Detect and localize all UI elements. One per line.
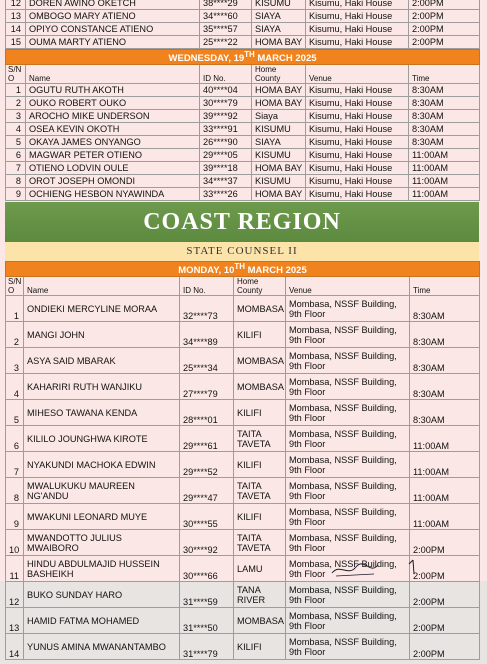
row-venue: Kisumu, Haki House [306, 162, 409, 175]
row-name: OGUTU RUTH AKOTH [26, 84, 200, 97]
row-county: HOMA BAY [252, 84, 306, 97]
row-id: 39****92 [200, 110, 252, 123]
row-time: 11:00AM [409, 162, 480, 175]
row-sn: 3 [6, 348, 24, 374]
table-row [6, 478, 480, 504]
table-row [6, 149, 480, 162]
row-county: TAITA TAVETA [234, 530, 286, 556]
row-id: 34****37 [200, 175, 252, 188]
row-id: 31****79 [180, 634, 234, 660]
table-row [6, 36, 480, 49]
table-row [6, 97, 480, 110]
coast-header-name: Name [24, 277, 180, 296]
row-sn: 7 [6, 162, 26, 175]
table-row [6, 426, 480, 452]
row-venue: Kisumu, Haki House [306, 10, 409, 23]
coast-header-county: Home County [234, 277, 286, 296]
table-row [6, 110, 480, 123]
row-venue: Kisumu, Haki House [306, 136, 409, 149]
row-name: OTIENO LODVIN OULE [26, 162, 200, 175]
row-name: AROCHO MIKE UNDERSON [26, 110, 200, 123]
row-county: KILIFI [234, 634, 286, 660]
row-time: 8:30AM [410, 322, 480, 348]
row-name: DOREN AWINO OKETCH [26, 0, 200, 10]
row-venue: Mombasa, NSSF Building, 9th Floor [286, 296, 410, 322]
row-name: HINDU ABDULMAJID HUSSEIN BASHEIKH [24, 556, 180, 582]
row-sn: 6 [6, 149, 26, 162]
row-sn: 3 [6, 110, 26, 123]
row-id: 29****52 [180, 452, 234, 478]
row-county: MOMBASA [234, 296, 286, 322]
row-id: 34****60 [200, 10, 252, 23]
row-sn: 14 [6, 23, 26, 36]
row-time: 2:00PM [409, 0, 480, 10]
row-venue: Mombasa, NSSF Building, 9th Floor [286, 452, 410, 478]
row-venue: Kisumu, Haki House [306, 0, 409, 10]
row-county: KISUMU [252, 149, 306, 162]
row-name: MIHESO TAWANA KENDA [24, 400, 180, 426]
row-sn: 5 [6, 400, 24, 426]
row-time: 8:30AM [410, 348, 480, 374]
row-name: MAGWAR PETER OTIENO [26, 149, 200, 162]
wednesday-day-label [6, 50, 480, 65]
row-sn: 8 [6, 175, 26, 188]
row-time: 8:30AM [410, 374, 480, 400]
table-row [6, 348, 480, 374]
row-sn: 10 [6, 530, 24, 556]
table-row [6, 188, 480, 201]
row-id: 25****22 [200, 36, 252, 49]
row-name: YUNUS AMINA MWANANTAMBO [24, 634, 180, 660]
row-sn: 9 [6, 188, 26, 201]
row-id: 33****26 [200, 188, 252, 201]
row-county: KISUMU [252, 0, 306, 10]
row-venue: Kisumu, Haki House [306, 84, 409, 97]
row-county: KISUMU [252, 175, 306, 188]
row-venue: Mombasa, NSSF Building, 9th Floor [286, 400, 410, 426]
table-row [6, 136, 480, 149]
row-time: 2:00PM [410, 608, 480, 634]
row-sn: 1 [6, 84, 26, 97]
row-county: TAITA TAVETA [234, 426, 286, 452]
row-id: 30****79 [200, 97, 252, 110]
row-sn: 9 [6, 504, 24, 530]
row-name: ONDIEKI MERCYLINE MORAA [24, 296, 180, 322]
row-venue: Mombasa, NSSF Building, 9th Floor [286, 608, 410, 634]
row-venue: Kisumu, Haki House [306, 175, 409, 188]
row-name: OROT JOSEPH OMONDI [26, 175, 200, 188]
top-rows-table [5, 0, 480, 49]
row-venue: Kisumu, Haki House [306, 149, 409, 162]
table-row [6, 452, 480, 478]
row-venue: Mombasa, NSSF Building, 9th Floor [286, 348, 410, 374]
table-row [6, 10, 480, 23]
row-id: 31****59 [180, 582, 234, 608]
row-venue: Kisumu, Haki House [306, 110, 409, 123]
row-county: KILIFI [234, 322, 286, 348]
header-time: Time [409, 65, 480, 84]
row-time: 11:00AM [409, 188, 480, 201]
row-venue: Mombasa, NSSF Building, 9th Floor [286, 556, 410, 582]
row-id: 39****18 [200, 162, 252, 175]
row-venue: Mombasa, NSSF Building, 9th Floor [286, 634, 410, 660]
row-venue: Mombasa, NSSF Building, 9th Floor [286, 478, 410, 504]
row-sn: 2 [6, 322, 24, 348]
row-id: 35****57 [200, 23, 252, 36]
row-county: HOMA BAY [252, 97, 306, 110]
row-venue: Mombasa, NSSF Building, 9th Floor [286, 582, 410, 608]
coast-table [5, 261, 480, 660]
row-venue: Mombasa, NSSF Building, 9th Floor [286, 426, 410, 452]
table-row [6, 400, 480, 426]
row-time: 11:00AM [410, 452, 480, 478]
counsel-title: STATE COUNSEL II [5, 242, 479, 261]
row-venue: Mombasa, NSSF Building, 9th Floor [286, 504, 410, 530]
table-row [6, 530, 480, 556]
row-id: 27****79 [180, 374, 234, 400]
row-name: OUKO ROBERT OUKO [26, 97, 200, 110]
row-name: OKAYA JAMES ONYANGO [26, 136, 200, 149]
table-row [6, 123, 480, 136]
row-time: 11:00AM [410, 478, 480, 504]
row-id: 29****47 [180, 478, 234, 504]
row-name: KAHARIRI RUTH WANJIKU [24, 374, 180, 400]
row-name: HAMID FATMA MOHAMED [24, 608, 180, 634]
row-sn: 12 [6, 0, 26, 10]
wednesday-day-text: WEDNESDAY, 19TH MARCH 2025 [168, 50, 317, 65]
row-time: 2:00PM [410, 634, 480, 660]
coast-header-sn: S/N O [6, 277, 24, 296]
row-county: MOMBASA [234, 374, 286, 400]
wednesday-table [5, 49, 480, 201]
table-row [6, 175, 480, 188]
row-county: HOMA BAY [252, 162, 306, 175]
row-venue: Kisumu, Haki House [306, 97, 409, 110]
row-id: 38****29 [200, 0, 252, 10]
row-id: 31****50 [180, 608, 234, 634]
header-venue: Venue [306, 65, 409, 84]
coast-header-venue: Venue [286, 277, 410, 296]
row-time: 11:00AM [409, 149, 480, 162]
row-time: 8:30AM [409, 136, 480, 149]
row-time: 2:00PM [409, 10, 480, 23]
table-row [6, 504, 480, 530]
row-venue: Mombasa, NSSF Building, 9th Floor [286, 530, 410, 556]
row-id: 25****34 [180, 348, 234, 374]
row-county: HOMA BAY [252, 188, 306, 201]
row-time: 8:30AM [410, 296, 480, 322]
row-name: MWAKUNI LEONARD MUYE [24, 504, 180, 530]
header-sn: S/N O [6, 65, 26, 84]
row-id: 30****92 [180, 530, 234, 556]
row-time: 8:30AM [409, 97, 480, 110]
row-sn: 13 [6, 608, 24, 634]
row-time: 8:30AM [409, 123, 480, 136]
row-name: ASYA SAID MBARAK [24, 348, 180, 374]
row-venue: Kisumu, Haki House [306, 188, 409, 201]
row-time: 8:30AM [409, 110, 480, 123]
table-row [6, 296, 480, 322]
table-row [6, 84, 480, 97]
row-sn: 5 [6, 136, 26, 149]
table-row [6, 374, 480, 400]
row-sn: 2 [6, 97, 26, 110]
header-county: Home County [252, 65, 306, 84]
row-venue: Mombasa, NSSF Building, 9th Floor [286, 322, 410, 348]
row-name: OPIYO CONSTANCE ATIENO [26, 23, 200, 36]
row-time: 2:00PM [410, 530, 480, 556]
row-county: SIAYA [252, 10, 306, 23]
row-name: OUMA MARTY ATIENO [26, 36, 200, 49]
table-row [6, 322, 480, 348]
table-row [6, 608, 480, 634]
table-row [6, 0, 480, 10]
row-sn: 4 [6, 123, 26, 136]
row-county: MOMBASA [234, 348, 286, 374]
row-county: HOMA BAY [252, 36, 306, 49]
row-county: KILIFI [234, 504, 286, 530]
row-id: 29****61 [180, 426, 234, 452]
row-sn: 7 [6, 452, 24, 478]
row-id: 30****66 [180, 556, 234, 582]
row-id: 40****04 [200, 84, 252, 97]
row-county: KISUMU [252, 123, 306, 136]
row-county: MOMBASA [234, 608, 286, 634]
row-name: OCHIENG HESBON NYAWINDA [26, 188, 200, 201]
row-time: 8:30AM [409, 84, 480, 97]
row-sn: 6 [6, 426, 24, 452]
region-title: COAST REGION [5, 202, 479, 242]
row-id: 28****01 [180, 400, 234, 426]
row-id: 32****73 [180, 296, 234, 322]
row-time: 11:00AM [410, 426, 480, 452]
row-sn: 12 [6, 582, 24, 608]
row-id: 29****05 [200, 149, 252, 162]
row-sn: 13 [6, 10, 26, 23]
row-time: 2:00PM [410, 582, 480, 608]
row-venue: Kisumu, Haki House [306, 36, 409, 49]
row-name: OMBOGO MARY ATIENO [26, 10, 200, 23]
row-time: 2:00PM [410, 556, 480, 582]
row-sn: 8 [6, 478, 24, 504]
row-id: 26****90 [200, 136, 252, 149]
coast-day-label [6, 262, 480, 277]
row-county: TAITA TAVETA [234, 478, 286, 504]
row-id: 34****89 [180, 322, 234, 348]
header-name: Name [26, 65, 200, 84]
signature-mark [330, 561, 380, 579]
table-row [6, 162, 480, 175]
coast-header-time: Time [410, 277, 480, 296]
row-county: KILIFI [234, 452, 286, 478]
row-name: MWALUKUKU MAUREEN NG'ANDU [24, 478, 180, 504]
row-county: Siaya [252, 110, 306, 123]
row-time: 2:00PM [409, 23, 480, 36]
row-name: MANGI JOHN [24, 322, 180, 348]
row-name: NYAKUNDI MACHOKA EDWIN [24, 452, 180, 478]
header-id: ID No. [200, 65, 252, 84]
row-name: BUKO SUNDAY HARO [24, 582, 180, 608]
row-time: 2:00PM [409, 36, 480, 49]
row-sn: 1 [6, 296, 24, 322]
coast-header-id: ID No. [180, 277, 234, 296]
row-time: 11:00AM [410, 504, 480, 530]
row-name: OSEA KEVIN OKOTH [26, 123, 200, 136]
row-sn: 4 [6, 374, 24, 400]
table-row [6, 634, 480, 660]
row-name: MWANDOTTO JULIUS MWAIBORO [24, 530, 180, 556]
row-venue: Kisumu, Haki House [306, 123, 409, 136]
row-county: SIAYA [252, 136, 306, 149]
table-row [6, 582, 480, 608]
row-county: SIAYA [252, 23, 306, 36]
row-id: 30****55 [180, 504, 234, 530]
row-name: KILILO JOUNGHWA KIROTE [24, 426, 180, 452]
coast-day-text: MONDAY, 10TH MARCH 2025 [178, 262, 307, 277]
row-time: 8:30AM [410, 400, 480, 426]
check-mark-icon [407, 556, 423, 576]
row-county: LAMU [234, 556, 286, 582]
row-id: 33****91 [200, 123, 252, 136]
row-county: TANA RIVER [234, 582, 286, 608]
row-sn: 11 [6, 556, 24, 582]
row-sn: 14 [6, 634, 24, 660]
table-row [6, 23, 480, 36]
row-county: KILIFI [234, 400, 286, 426]
row-sn: 15 [6, 36, 26, 49]
row-time: 11:00AM [409, 175, 480, 188]
row-venue: Kisumu, Haki House [306, 23, 409, 36]
top-rows-block [0, 0, 487, 49]
row-venue: Mombasa, NSSF Building, 9th Floor [286, 374, 410, 400]
